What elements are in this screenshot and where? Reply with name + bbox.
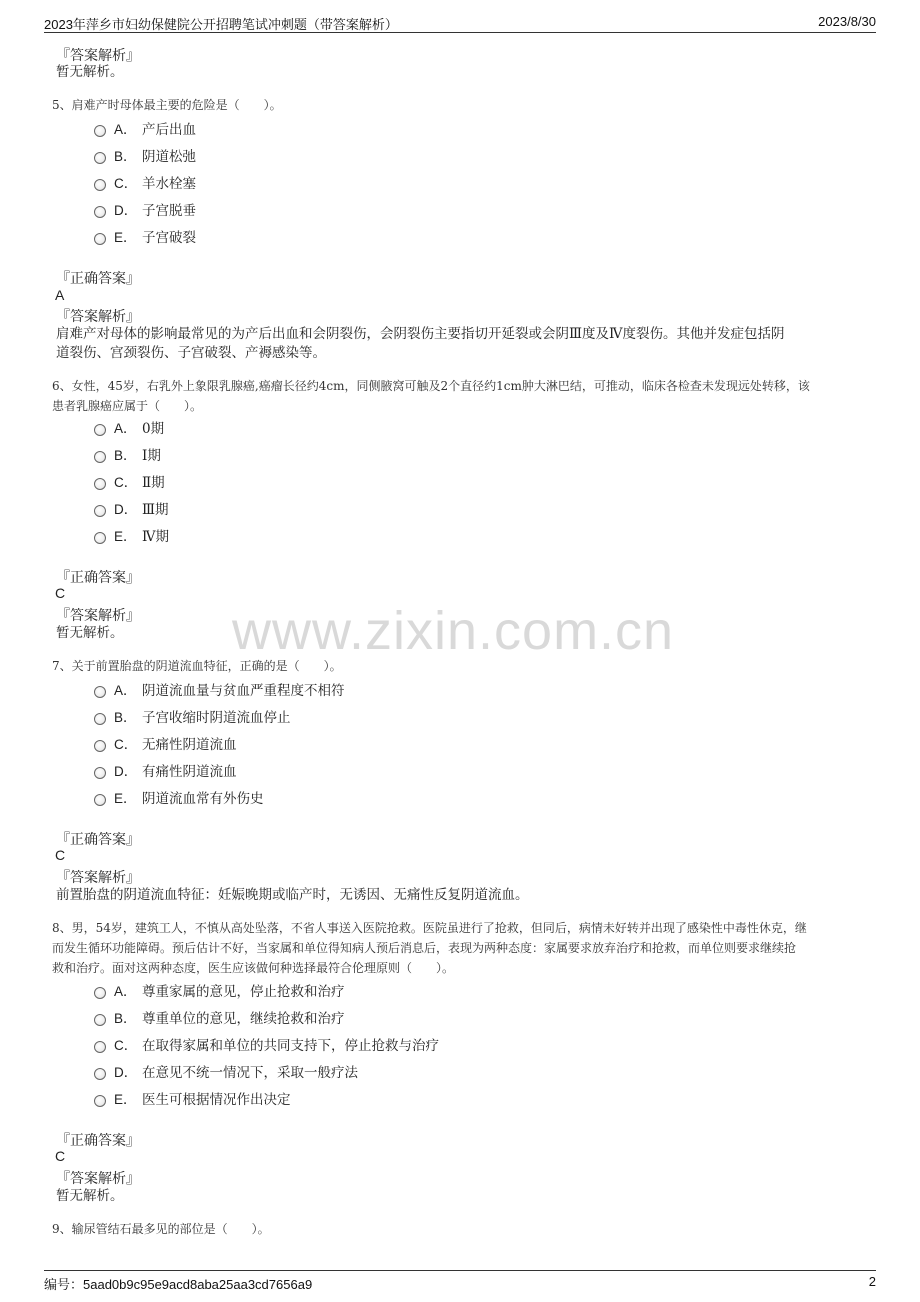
question-stem: 5、肩难产时母体最主要的危险是（ ）。 [52, 98, 282, 112]
analysis-label: 『答案解析』 [56, 870, 140, 886]
radio-button[interactable] [94, 1014, 106, 1026]
document-title: 2023年萍乡市妇幼保健院公开招聘笔试冲刺题（带答案解析） [44, 17, 398, 32]
radio-button[interactable] [94, 532, 106, 544]
page-footer [44, 1270, 876, 1291]
question-stem: 救和治疗。面对这两种态度，医生应该做何种选择最符合伦理原则（ ）。 [52, 961, 455, 975]
analysis-label: 『答案解析』 [56, 608, 140, 624]
radio-button[interactable] [94, 794, 106, 806]
option-d[interactable]: D． 在意见不统一情况下，采取一般疗法 [94, 1061, 358, 1081]
option-e[interactable]: E． Ⅳ期 [94, 525, 169, 545]
radio-button[interactable] [94, 1095, 106, 1107]
radio-button[interactable] [94, 767, 106, 779]
option-a[interactable]: A． 尊重家属的意见，停止抢救和治疗 [94, 980, 345, 1000]
radio-button[interactable] [94, 179, 106, 191]
option-c[interactable]: C． 在取得家属和单位的共同支持下，停止抢救与治疗 [94, 1034, 439, 1054]
document-id: 编号：5aad0b9c95e9acd8aba25aa3cd7656a9 [44, 1277, 313, 1292]
option-b[interactable]: B． Ⅰ期 [94, 444, 161, 464]
page-header [44, 14, 876, 33]
radio-button[interactable] [94, 740, 106, 752]
radio-button[interactable] [94, 713, 106, 725]
radio-button[interactable] [94, 125, 106, 137]
option-a[interactable]: A． 0期 [94, 417, 164, 437]
analysis-text: 暂无解析。 [56, 625, 124, 641]
question-stem: 6、女性，45岁，右乳外上象限乳腺癌,癌瘤长径约4cm，同侧腋窝可触及2个直径约1cm肿大淋巴结，可推动，临床各检查未发现远处转移，该 [52, 379, 810, 393]
radio-button[interactable] [94, 451, 106, 463]
option-e[interactable]: E． 阴道流血常有外伤史 [94, 787, 264, 807]
option-b[interactable]: B． 尊重单位的意见，继续抢救和治疗 [94, 1007, 345, 1027]
question-stem: 8、男，54岁，建筑工人，不慎从高处坠落，不省人事送入医院抢救。医院虽进行了抢救，但同后，病情未好转并出现了感染性中毒性休克，继 [52, 921, 807, 935]
option-c[interactable]: C． 羊水栓塞 [94, 172, 196, 192]
correct-answer-label: 『正确答案』 [56, 570, 140, 586]
analysis-text: 暂无解析。 [56, 64, 124, 80]
option-e[interactable]: E． 子宫破裂 [94, 226, 196, 246]
radio-button[interactable] [94, 1041, 106, 1053]
question-stem: 而发生循环功能障碍。预后估计不好，当家属和单位得知病人预后消息后，表现为两种态度：家属要求放弃治疗和抢救，而单位则要求继续抢 [52, 941, 797, 955]
correct-answer: C [55, 585, 66, 601]
option-c[interactable]: C． 无痛性阴道流血 [94, 733, 237, 753]
radio-button[interactable] [94, 478, 106, 490]
option-e[interactable]: E． 医生可根据情况作出决定 [94, 1088, 291, 1108]
correct-answer-label: 『正确答案』 [56, 832, 140, 848]
page-number: 2 [868, 1274, 876, 1289]
radio-button[interactable] [94, 987, 106, 999]
correct-answer-label: 『正确答案』 [56, 1133, 140, 1149]
analysis-label: 『答案解析』 [56, 48, 140, 64]
option-c[interactable]: C． Ⅱ期 [94, 471, 165, 491]
watermark: www.zixin.com.cn [232, 601, 675, 661]
option-a[interactable]: A． 阴道流血量与贫血严重程度不相符 [94, 679, 345, 699]
option-b[interactable]: B． 阴道松弛 [94, 145, 196, 165]
radio-button[interactable] [94, 1068, 106, 1080]
radio-button[interactable] [94, 206, 106, 218]
radio-button[interactable] [94, 686, 106, 698]
option-d[interactable]: D． Ⅲ期 [94, 498, 169, 518]
document-date: 2023/8/30 [818, 14, 876, 29]
analysis-text: 道裂伤、宫颈裂伤、子宫破裂、产褥感染等。 [56, 345, 326, 361]
radio-button[interactable] [94, 152, 106, 164]
option-d[interactable]: D． 子宫脱垂 [94, 199, 196, 219]
analysis-text: 前置胎盘的阴道流血特征：妊娠晚期或临产时，无诱因、无痛性反复阴道流血。 [56, 887, 529, 903]
analysis-label: 『答案解析』 [56, 1171, 140, 1187]
question-stem: 9、输尿管结石最多见的部位是（ ）。 [52, 1222, 270, 1236]
radio-button[interactable] [94, 233, 106, 245]
radio-button[interactable] [94, 424, 106, 436]
correct-answer: C [55, 847, 66, 863]
analysis-label: 『答案解析』 [56, 309, 140, 325]
question-stem: 患者乳腺癌应属于（ ）。 [52, 399, 203, 413]
option-a[interactable]: A． 产后出血 [94, 118, 196, 138]
analysis-text: 暂无解析。 [56, 1188, 124, 1204]
question-stem: 7、关于前置胎盘的阴道流血特征，正确的是（ ）。 [52, 659, 342, 673]
correct-answer: C [55, 1148, 66, 1164]
option-d[interactable]: D． 有痛性阴道流血 [94, 760, 237, 780]
radio-button[interactable] [94, 505, 106, 517]
analysis-text: 肩难产对母体的影响最常见的为产后出血和会阴裂伤，会阴裂伤主要指切开延裂或会阴Ⅲ度及Ⅳ度裂伤。其他并发症包括阴 [56, 326, 785, 342]
correct-answer-label: 『正确答案』 [56, 271, 140, 287]
option-b[interactable]: B． 子宫收缩时阴道流血停止 [94, 706, 291, 726]
correct-answer: A [55, 287, 65, 303]
